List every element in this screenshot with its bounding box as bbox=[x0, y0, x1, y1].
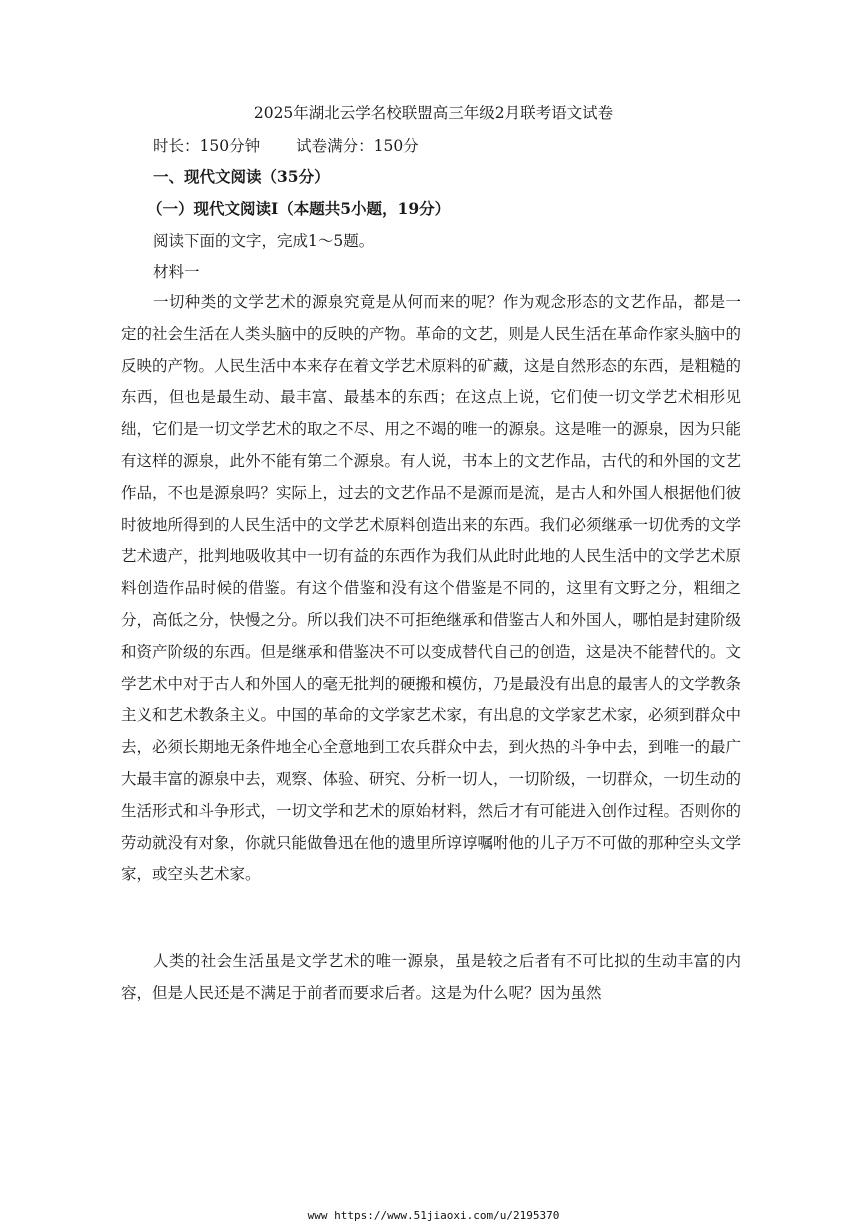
section-heading: 一、现代文阅读（35分） bbox=[153, 167, 330, 186]
exam-title: 2025年湖北云学名校联盟高三年级2月联考语文试卷 bbox=[253, 104, 614, 122]
material-label: 材料一 bbox=[153, 263, 200, 281]
exam-meta bbox=[153, 134, 419, 158]
reading-instruction: 阅读下面的文字，完成1～5题。 bbox=[153, 232, 375, 250]
exam-full-score: 试卷满分：150分 bbox=[296, 137, 419, 155]
exam-duration: 时长：150分钟 bbox=[153, 137, 261, 155]
subsection-heading: （一）现代文阅读Ⅰ（本题共5小题，19分） bbox=[147, 199, 451, 218]
passage-paragraph-1: 一切种类的文学艺术的源泉究竟是从何而来的呢？作为观念形态的文艺作品，都是一定的社会生活在人类头脑中的反映的产物。革命的文艺，则是人民生活在革命作家头脑中的反映的产物。人民生活中本来存在着文学艺术原料的矿藏，这是自然形态的东西，是粗糙的东西，但也是最生动、最丰富、最基本的东西；在这点上说，它们使一切文学艺术相形见绌，它们是一切文学艺术的取之不尽、用之不竭的唯一的源泉。这是唯一的源泉，因为只能有这样的源泉，此外不能有第二个源泉。有人说，书本上的文艺作品，古代的和外国的文艺作品，不也是源泉吗？实际上，过去的文艺作品不是源而是流，是古人和外国人根据他们彼时彼地所得到的人民生活中的文学艺术原料创造出来的东西。我们必须继承一切优秀的文学艺术遗产，批判地吸收其中一切有益的东西作为我们从此时此地的人民生活中的文学艺术原料创造作品时候的借鉴。有这个借鉴和没有这个借鉴是不同的，这里有文野之分，粗细之分，高低之分，快慢之分。所以我们决不可拒绝继承和借鉴古人和外国人，哪怕是封建阶级和资产阶级的东西。但是继承和借鉴决不可以变成替代自己的创造，这是决不能替代的。文学艺术中对于古人和外国人的毫无批判的硬搬和模仿，乃是最没有出息的最害人的文学教条主义和艺术教条主义。中国的革命的文学家艺术家，有出息的文学家艺术家，必须到群众中去，必须长期地无条件地全心全意地到工农兵群众中去，到火热的斗争中去，到唯一的最广大最丰富的源泉中去，观察、体验、研究、分析一切人，一切阶级，一切群众，一切生动的生活形式和斗争形式，一切文学和艺术的原始材料，然后才有可能进入创作过程。否则你的劳动就没有对象，你就只能做鲁迅在他的遗里所谆谆嘱咐他的儿子万不可做的那种空头文学家，或空头艺术家。 bbox=[121, 293, 742, 884]
passage-paragraph-2: 人类的社会生活虽是文学艺术的唯一源泉，虽是较之后者有不可比拟的生动丰富的内容，但是人民还是不满足于前者而要求后者。这是为什么呢？因为虽然 bbox=[121, 952, 741, 1002]
footer-watermark-url: www https://www.51jiaoxi.com/u/2195370 bbox=[307, 1209, 560, 1222]
